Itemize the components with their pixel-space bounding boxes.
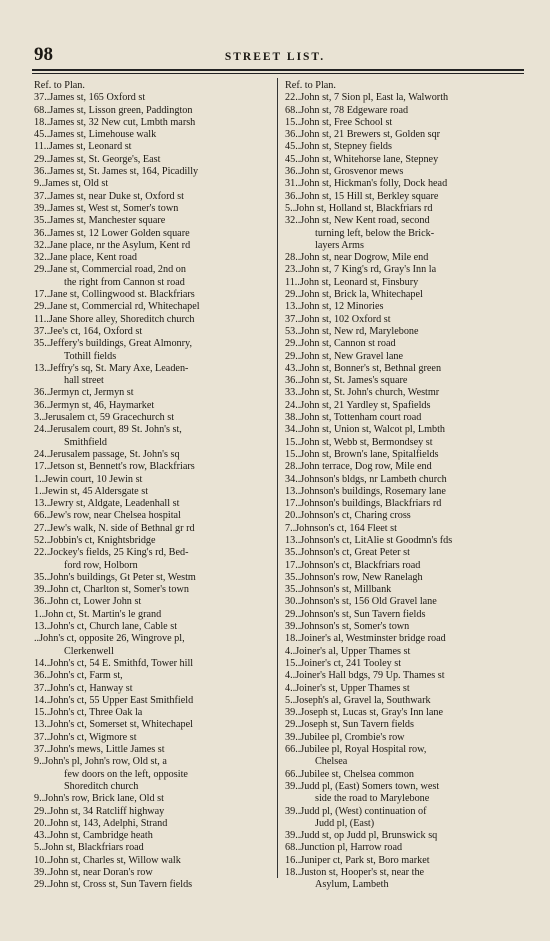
street-entry: 17..Jane st, Collingwood st. Blackfriars [34, 289, 195, 301]
street-entry: 37..James st, near Duke st, Oxford st [34, 190, 184, 202]
street-entry: ..John's ct, opposite 26, Wingrove pl, [34, 633, 185, 645]
street-entry: 29..John st, New Gravel lane [285, 350, 403, 362]
street-entry: 29..John st, Brick la, Whitechapel [285, 289, 423, 301]
street-entry: 4..Joiner's Hall bdgs, 79 Up. Thames st [285, 670, 445, 682]
street-entry: 36..John st, 21 Brewers st, Golden sqr [285, 129, 441, 141]
street-entry: 35..Johnson's st, Millbank [285, 584, 392, 596]
street-entry: 43..John st, Bonner's st, Bethnal green [285, 362, 442, 374]
street-entry: 37..John's ct, Hanway st [34, 682, 133, 694]
header-rule [32, 69, 524, 71]
street-entry: 7..Johnson's ct, 164 Fleet st [285, 522, 397, 534]
running-title: STREET LIST. [224, 51, 326, 63]
street-entry: 14..John's ct, 55 Upper East Smithfield [34, 694, 194, 706]
street-entry: 17..Jetson st, Bennett's row, Blackfriars [34, 461, 195, 473]
street-entry: 36..John st, 15 Hill st, Berkley square [285, 190, 439, 202]
column-divider [277, 78, 278, 878]
street-entry: 34..John st, Union st, Walcot pl, Lmbth [285, 424, 446, 436]
street-entry: 13..Jewry st, Aldgate, Leadenhall st [34, 498, 180, 510]
street-entry: 36..James st, St. James st, 164, Picadilly [34, 166, 199, 178]
street-entry: 32..Jane place, nr the Asylum, Kent rd [34, 239, 191, 251]
street-entry: 37..Jee's ct, 164, Oxford st [34, 325, 143, 337]
street-entry: 52..Jobbin's ct, Knightsbridge [34, 534, 156, 546]
street-entry: 30..Johnson's st, 156 Old Gravel lane [285, 596, 437, 608]
street-entry: 5..Joseph's al, Gravel la, Southwark [285, 694, 431, 706]
street-entry: 38..John st, Tottenham court road [285, 412, 422, 424]
page-number: 98 [34, 44, 53, 65]
street-entry: 1..John ct, St. Martin's le grand [34, 608, 162, 620]
street-entry: 45..John st, Whitehorse lane, Stepney [285, 153, 439, 165]
street-entry: 36..John ct, Lower John st [34, 596, 142, 608]
street-entry: 1..Jewin st, 45 Aldersgate st [34, 485, 149, 497]
street-entry: 35..John's buildings, Gt Peter st, Westm [34, 571, 196, 583]
street-entry: 33..John st, St. John's church, Westmr [285, 387, 440, 399]
street-entry: 13..Jeffry's sq, St. Mary Axe, Leaden- [34, 362, 189, 374]
street-entry: 32..Jane place, Kent road [34, 252, 137, 264]
street-entry: 35..Johnson's row, New Ranelagh [285, 571, 423, 583]
street-entry: 36..Jermyn ct, Jermyn st [34, 387, 134, 399]
street-entry: 18..James st, 32 New cut, Lmbth marsh [34, 116, 196, 128]
street-entry: 10..John st, Charles st, Willow walk [34, 854, 181, 866]
street-entry: 45..James st, Limehouse walk [34, 129, 157, 141]
street-entry: 39..John ct, Charlton st, Somer's town [34, 584, 189, 596]
street-entry: 35..Jeffery's buildings, Great Almonry, [34, 338, 193, 350]
street-entry: 37..John's mews, Little James st [34, 744, 165, 756]
street-entry: 66..Jubilee st, Chelsea common [285, 768, 415, 780]
entry-continuation: Chelsea [315, 756, 348, 768]
street-entry: 17..Johnson's ct, Blackfriars road [285, 559, 421, 571]
street-entry: 45..John st, Stepney fields [285, 141, 392, 153]
street-entry: 13..Johnson's ct, LitAlie st Goodmn's fds [285, 534, 453, 546]
street-entry: 24..Jerusalem court, 89 St. John's st, [34, 424, 182, 436]
entry-continuation: Judd pl, (East) [315, 817, 375, 829]
street-entry: 37..John st, 102 Oxford st [285, 313, 391, 325]
street-entry: 22..Jockey's fields, 25 King's rd, Bed- [34, 547, 189, 559]
entry-continuation: layers Arms [315, 239, 364, 251]
entry-continuation: Shoreditch church [64, 780, 139, 792]
street-entry: 5..John st, Holland st, Blackfriars rd [285, 202, 433, 214]
street-entry: 9..James st, Old st [34, 178, 109, 190]
street-entry: 18..Joiner's al, Westminster bridge road [285, 633, 446, 645]
street-entry: 13..Johnson's buildings, Rosemary lane [285, 485, 446, 497]
street-entry: 11..Jane Shore alley, Shoreditch church [34, 313, 195, 325]
street-entry: 43..John st, Cambridge heath [34, 830, 153, 842]
entry-continuation: Smithfield [64, 436, 108, 448]
entry-continuation: the right from Cannon st road [64, 276, 185, 288]
street-entry: 13..John st, 12 Minories [285, 301, 384, 313]
street-entry: 20..John st, 143, Adelphi, Strand [34, 817, 168, 829]
street-entry: 27..Jew's walk, N. side of Bethnal gr rd [34, 522, 195, 534]
street-entry: 32..John st, New Kent road, second [285, 215, 430, 227]
street-entry: 9..John's row, Brick lane, Old st [34, 793, 164, 805]
street-entry: 13..John's ct, Church lane, Cable st [34, 621, 178, 633]
street-entry: 53..John st, New rd, Marylebone [285, 325, 419, 337]
entry-continuation: Tothill fields [64, 350, 117, 362]
street-entry: 23..John st, 7 King's rd, Gray's Inn la [285, 264, 437, 276]
street-entry: 29..John st, Cannon st road [285, 338, 396, 350]
entry-continuation: ford row, Holborn [64, 559, 138, 571]
street-entry: 37..James st, 165 Oxford st [34, 92, 146, 104]
street-entry: 28..John st, near Dogrow, Mile end [285, 252, 429, 264]
entry-continuation: side the road to Marylebone [315, 793, 430, 805]
street-entry: 15..John st, Brown's lane, Spitalfields [285, 448, 439, 460]
entry-continuation: few doors on the left, opposite [64, 768, 188, 780]
street-entry: 35..James st, Manchester square [34, 215, 166, 227]
street-entry: 36..James st, 12 Lower Golden square [34, 227, 190, 239]
street-entry: 20..Johnson's ct, Charing cross [285, 510, 411, 522]
street-entry: 9..John's pl, John's row, Old st, a [34, 756, 167, 768]
street-entry: 39..James st, West st, Somer's town [34, 202, 179, 214]
entry-continuation: Clerkenwell [64, 645, 114, 657]
street-entry: 39..Judd st, op Judd pl, Brunswick sq [285, 830, 438, 842]
header-rule-thin [32, 73, 524, 74]
street-entry: 29..Johnson's st, Sun Tavern fields [285, 608, 426, 620]
street-entry: 34..Johnson's bldgs, nr Lambeth church [285, 473, 447, 485]
right-column [285, 80, 523, 892]
street-entry: 15..John st, Free School st [285, 116, 393, 128]
street-entry: 4..Joiner's st, Upper Thames st [285, 682, 410, 694]
street-entry: 39..Judd pl, (East) Somers town, west [285, 780, 440, 792]
street-entry: 29..John st, 34 Ratcliff highway [34, 805, 165, 817]
street-entry: 66..Jubilee pl, Royal Hospital row, [285, 744, 427, 756]
street-entry: 5..John st, Blackfriars road [34, 842, 144, 854]
street-entry: 68..John st, 78 Edgeware road [285, 104, 409, 116]
street-entry: 15..Joiner's ct, 241 Tooley st [285, 657, 402, 669]
street-entry: 18..Juston st, Hooper's st, near the [285, 867, 425, 878]
street-entry: 39..Joseph st, Lucas st, Gray's Inn lane [285, 707, 444, 719]
street-entry: 39..Judd pl, (West) continuation of [285, 805, 427, 817]
street-entry: 35..Johnson's ct, Great Peter st [285, 547, 410, 559]
street-entry: 4..Joiner's al, Upper Thames st [285, 645, 411, 657]
street-entry: 17..Johnson's buildings, Blackfriars rd [285, 498, 442, 510]
street-entry: 22..John st, 7 Sion pl, East la, Walworth [285, 92, 449, 104]
street-entry: 15..John's ct, Three Oak la [34, 707, 143, 719]
page-header [0, 40, 550, 70]
street-entry: 36..John st, St. James's square [285, 375, 408, 387]
street-entry: 39..Johnson's st, Somer's town [285, 621, 410, 633]
street-entry: 11..John st, Leonard st, Finsbury [285, 276, 419, 288]
left-column [34, 80, 270, 892]
street-entry: 39..John st, near Doran's row [34, 867, 153, 878]
street-entry: 16..Juniper ct, Park st, Boro market [285, 854, 430, 866]
street-entry: 24..John st, 21 Yardley st, Spafields [285, 399, 431, 411]
entry-continuation: Asylum, Lambeth [315, 879, 389, 891]
street-entry: 31..John st, Hickman's folly, Dock head [285, 178, 448, 190]
street-entry: 13..John's ct, Somerset st, Whitechapel [34, 719, 193, 731]
column-heading: Ref. to Plan. [285, 80, 336, 91]
street-entry: 1..Jewin court, 10 Jewin st [34, 473, 143, 485]
street-entry: 36..John's ct, Farm st, [34, 670, 123, 682]
street-entry: 29..Jane st, Commercial rd, Whitechapel [34, 301, 200, 313]
street-entry: 29..James st, St. George's, East [34, 153, 161, 165]
street-entry: 29..Jane st, Commercial road, 2nd on [34, 264, 186, 276]
street-entry: 36..John st, Grosvenor mews [285, 166, 404, 178]
street-entry: 24..Jerusalem passage, St. John's sq [34, 448, 180, 460]
street-entry: 11..James st, Leonard st [34, 141, 132, 153]
column-heading: Ref. to Plan. [34, 80, 85, 91]
entry-continuation: hall street [64, 375, 104, 387]
street-entry: 28..John terrace, Dog row, Mile end [285, 461, 432, 473]
street-entry: 15..John st, Webb st, Bermondsey st [285, 436, 433, 448]
street-entry: 36..Jermyn st, 46, Haymarket [34, 399, 155, 411]
street-entry: 14..John's ct, 54 E. Smithfd, Tower hill [34, 657, 194, 669]
entry-continuation: turning left, below the Brick- [315, 227, 435, 239]
street-entry: 68..James st, Lisson green, Paddington [34, 104, 193, 116]
street-entry: 29..Joseph st, Sun Tavern fields [285, 719, 414, 731]
street-entry: 39..Jubilee pl, Crombie's row [285, 731, 405, 743]
street-entry: 66..Jew's row, near Chelsea hospital [34, 510, 181, 522]
street-entry: 29..John st, Cross st, Sun Tavern fields [34, 879, 193, 891]
street-entry: 3..Jerusalem ct, 59 Gracechurch st [34, 412, 175, 424]
street-entry: 68..Junction pl, Harrow road [285, 842, 403, 854]
street-entry: 37..John's ct, Wigmore st [34, 731, 137, 743]
